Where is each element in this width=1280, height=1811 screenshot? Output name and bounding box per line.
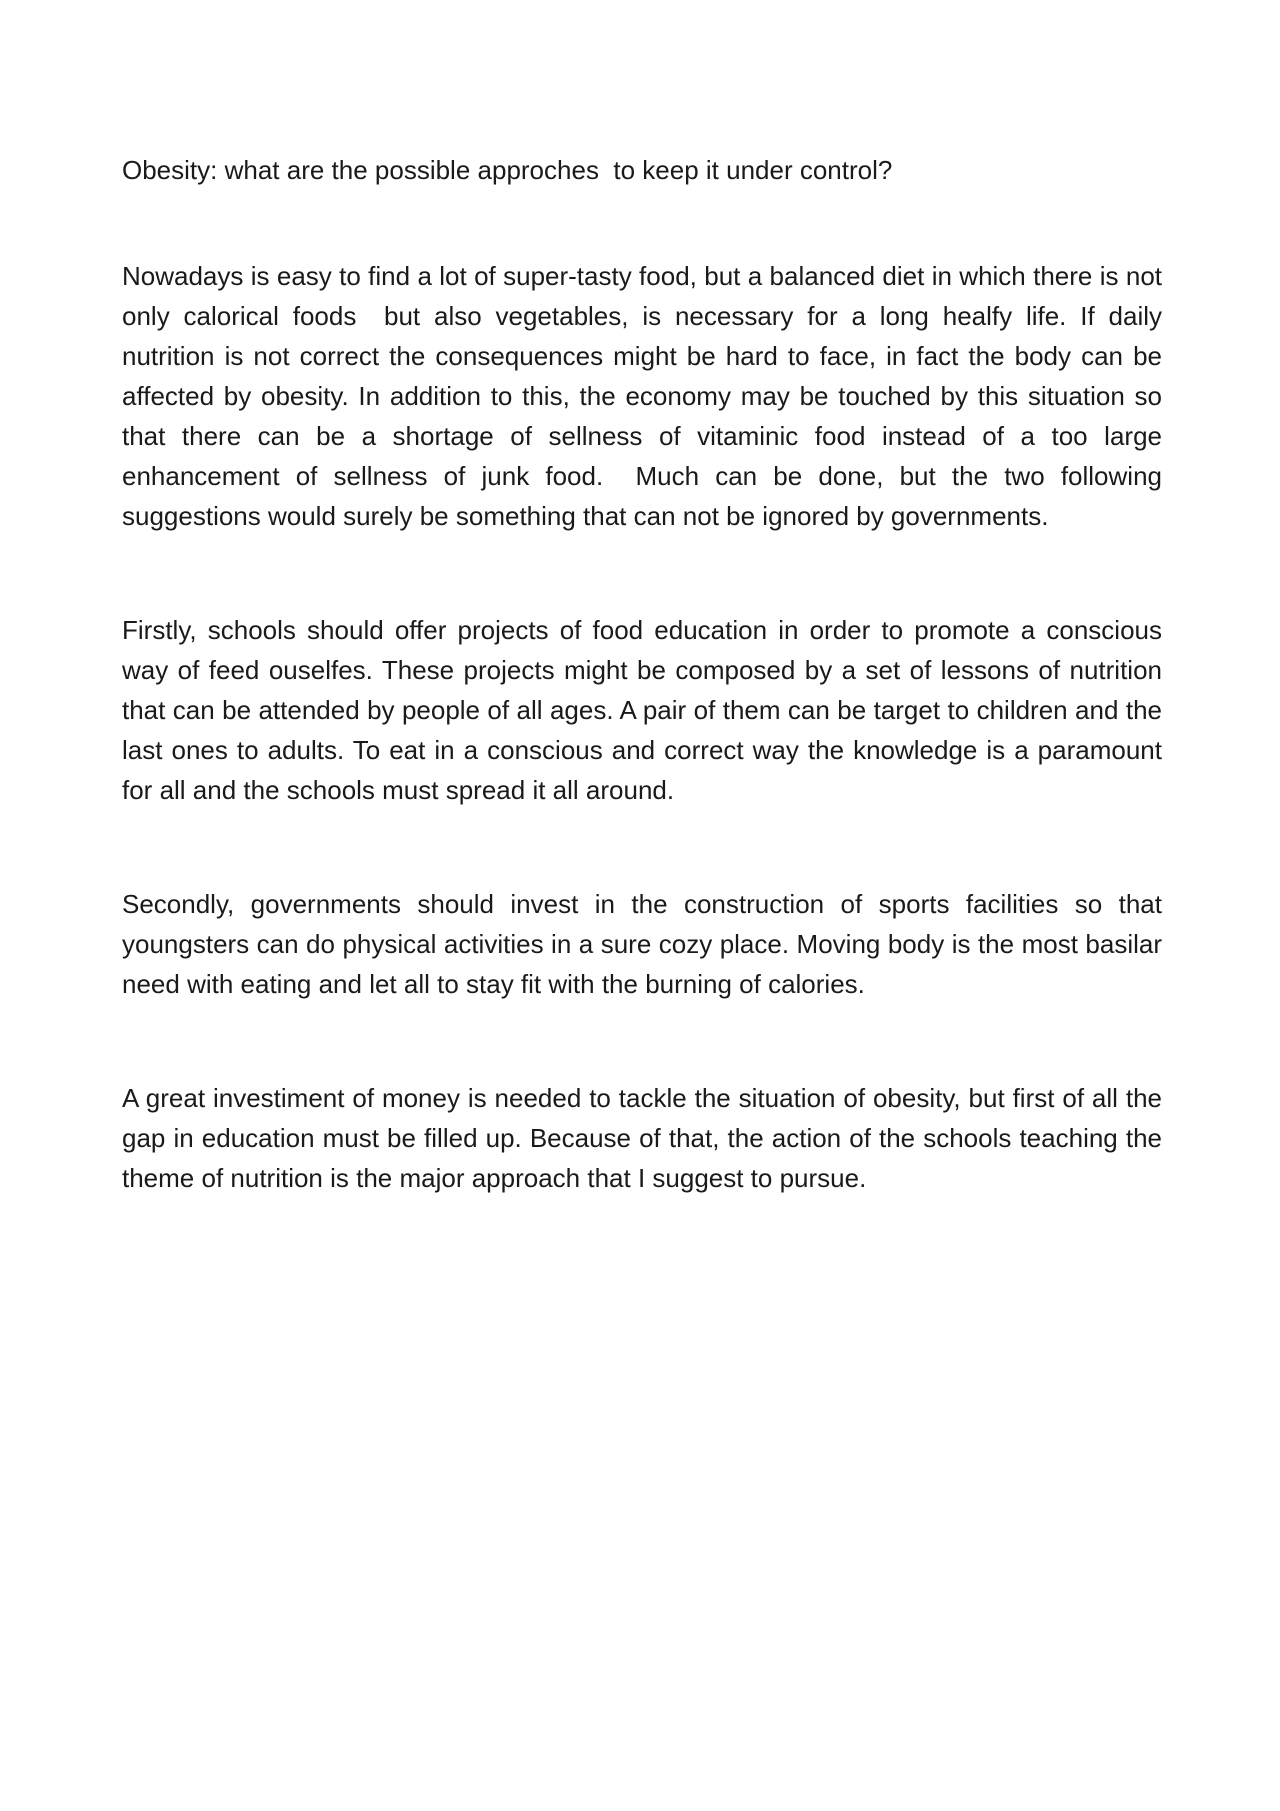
document-body xyxy=(122,150,1170,1198)
spacer xyxy=(122,536,1162,610)
paragraph-second-point: Secondly, governments should invest in the construction of sports facilities so that youngsters can do physical activities in a sure cozy place. Moving body is the most basilar need with eating and let all to stay fit with the burning of calories. xyxy=(122,889,1170,999)
spacer xyxy=(122,810,1162,884)
essay-title: Obesity: what are the possible approches to keep it under control? xyxy=(122,155,893,185)
paragraph-conclusion: A great investiment of money is needed to tackle the situation of obesity, but first of all the gap in education must be filled up. Because of that, the action of the schools teaching the theme of nutrition is the major approach that I suggest to pursue. xyxy=(122,1083,1170,1193)
spacer xyxy=(122,190,1162,256)
paragraph-first-point: Firstly, schools should offer projects of food education in order to promote a conscious way of feed ouselfes. These projects might be composed by a set of lessons of nutrition that can be attended by people of all ages. A pair of them can be target to children and the last ones to adults. To eat in a conscious and correct way the knowledge is a paramount for all and the schools must spread it all around. xyxy=(122,615,1170,805)
spacer xyxy=(122,1004,1162,1078)
paragraph-introduction: Nowadays is easy to find a lot of super-tasty food, but a balanced diet in which there is not only calorical foods but also vegetables, is necessary for a long healfy life. If daily nutrition is not correct the consequences might be hard to face, in fact the body can be affected by obesity. In addition to this, the economy may be touched by this situation so that there can be a shortage of sellness of vitaminic food instead of a too large enhancement of sellness of junk food. Much can be done, but the two following suggestions would surely be something that can not be ignored by governments. xyxy=(122,261,1170,531)
